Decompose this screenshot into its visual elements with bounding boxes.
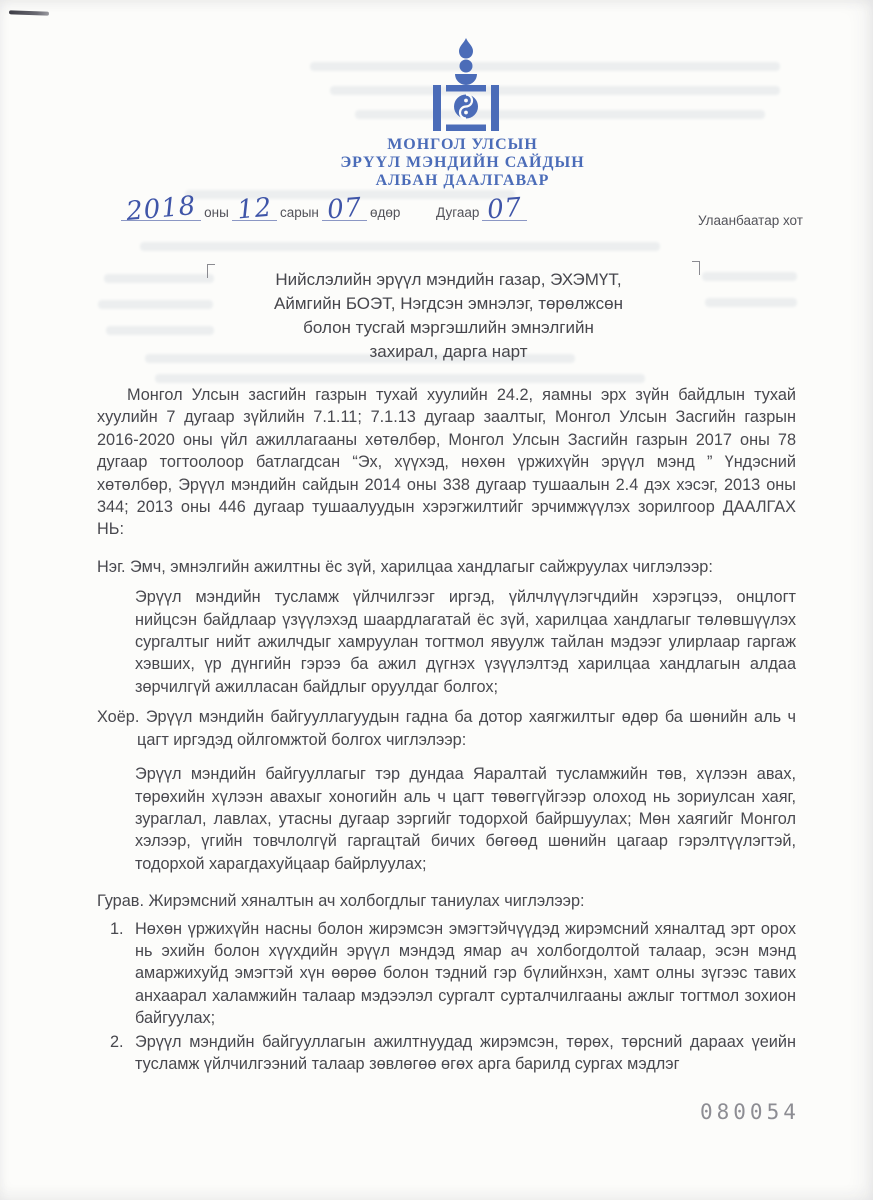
year-label: оны [204, 205, 229, 220]
bleedthrough-artifact [155, 374, 645, 383]
dateline-number [433, 192, 527, 226]
list-item [97, 1031, 796, 1076]
handwritten-day: 07 [325, 192, 364, 226]
document-body [97, 384, 796, 1075]
bleedthrough-artifact [330, 86, 780, 95]
section2-paragraph: Эрүүл мэндийн байгууллагыг тэр дундаа Яаралтай тусламжийн төв, хүлээн авах, төрөхийн хүлээн авахыг хоногийн аль ч цагт төвөггүйгээр олоход нь зориулсан хаяг, зураглал, лавлах, утасны дугаар зэргийг тодорхой байршуулах; Мөн хаягийг Монгол хэлээр, үгийн товчлолгүй гаргацтай бичих бөгөөд шөнийн цагаар гэрэлтүүлэгтэй, тодорхой харагдахуйцаар байрлуулах; [135, 765, 796, 873]
bleedthrough-artifact [140, 242, 660, 251]
city-label: Улаанбаатар хот [698, 213, 803, 228]
section1-paragraph: Эрүүл мэндийн тусламж үйлчилгээг иргэд, үйлчлүүлэгчдийн хэрэгцээ, онцлогт нийцсэн байдлаар үзүүлэхэд шаардлагатай ёс зүй, харилцаа хандлагыг төлөвшүүлэх сургалтыг нийт ажилчдыг хамруулан тогтмол явуулж тайлан мэдээг улирлаар гаргаж хэвших, үр дүнгийн гэрээ ба ажил дүгнэх үзүүлэлтэд харилцаа хандлагын алдаа зөрчилгүй ажилласан байдлыг оруулдаг болгох; [135, 588, 796, 696]
list-item-number: 1. [110, 919, 124, 938]
day-label: өдөр [369, 205, 401, 220]
month-label: сарын [279, 205, 319, 220]
list-item-number: 2. [110, 1032, 124, 1051]
dateline-date [121, 190, 403, 227]
addressee-line: захирал, дарга нарт [369, 342, 528, 361]
soyombo-emblem-icon [433, 38, 499, 132]
section3-list [97, 918, 796, 1076]
intro-paragraph: Монгол Улсын засгийн газрын тухай хуулийн 24.2, яамны эрх зүйн байдлын тухай хуулийн 7 дугаар зүйлийн 7.1.11; 7.1.13 дугаар заалтыг, Монгол Улсын Засгийн газрын 2016-2020 оны үйл ажиллагааны хөтөлбөр, Монгол Улсын Засгийн газрын 2017 оны 78 дугаар тогтоолоор батлагдсан “Эх, хүүхэд, нөхөн үржихүйн эрүүл мэнд ” Үндэсний хөтөлбөр, Эрүүл мэндийн сайдын 2014 оны 338 дугаар тушаалын 2.4 дэх хэсэг, 2013 оны 344; 2013 оны 446 дугаар тушаалуудын хэрэгжилтийг эрчимжүүлэх зорилгоор ДААЛГАХ НЬ: [97, 386, 796, 539]
month-field [232, 192, 277, 226]
bleedthrough-artifact [310, 62, 780, 71]
number-field [482, 192, 527, 226]
section3-heading: Гурав. Жирэмсний хяналтын ач холбогдлыг таниулах чиглэлээр: [97, 892, 585, 911]
handwritten-month: 12 [235, 192, 274, 226]
addressee-line: Аймгийн БОЭТ, Нэгдсэн эмнэлэг, төрөлжсөн [274, 294, 623, 313]
scan-mark-artifact [9, 10, 49, 15]
org-title-line1: МОНГОЛ УЛСЫН [387, 136, 538, 153]
org-title-line2: ЭРҮҮЛ МЭНДИЙН САЙДЫН [340, 154, 585, 171]
handwritten-number: 07 [486, 192, 524, 226]
section1-heading: Нэг. Эмч, эмнэлгийн ажилтны ёс зүй, харилцаа хандлагыг сайжруулах чиглэлээр: [97, 557, 713, 576]
list-item-text: Нөхөн үржихүйн насны болон жирэмсэн эмэгтэйчүүдэд жирэмсний хяналтад эрт орох нь эхийн болон хүүхдийн эрүүл мэндэд ямар ач холбогдолтой талаар, эсэн мэнд амаржихуйд эмэгтэй хүн өөрөө болон тэдний гэр бүлийнхэн, хамт олны зүгээс тавих анхаарал халамжийн талаар мэдээлэл сургалт сурталчилгааны ажлыг тогтмол зохион байгуулах; [135, 919, 796, 1028]
section2-heading: Хоёр. Эрүүл мэндийн байгууллагуудын гадна ба дотор хаягжилтыг өдөр ба шөнийн аль ч цагт иргэдэд ойлгомжтой болгох чиглэлээр: [97, 708, 796, 749]
list-item [97, 918, 796, 1030]
addressee-line: Нийслэлийн эрүүл мэндийн газар, ЭХЭМҮТ, [275, 270, 622, 289]
addressee-line: болон тусгай мэргэшлийн эмнэлгийн [303, 318, 594, 337]
addressee-block [0, 268, 873, 364]
day-field [322, 192, 367, 226]
year-field [121, 190, 201, 227]
bleedthrough-artifact [355, 110, 765, 119]
org-title-line3: АЛБАН ДААЛГАВАР [375, 172, 550, 189]
serial-number-stamp: 080054 [700, 1100, 800, 1124]
handwritten-year: 2018 [125, 190, 198, 227]
number-label: Дугаар [436, 205, 480, 220]
list-item-text: Эрүүл мэндийн байгууллагын ажилтнуудад жирэмсэн, төрөх, төрсний дараах үеийн тусламж үйлчилгээний талаар зөвлөгөө өгөх арга барилд сургах мэдлэг [135, 1032, 796, 1073]
org-title [0, 136, 873, 190]
